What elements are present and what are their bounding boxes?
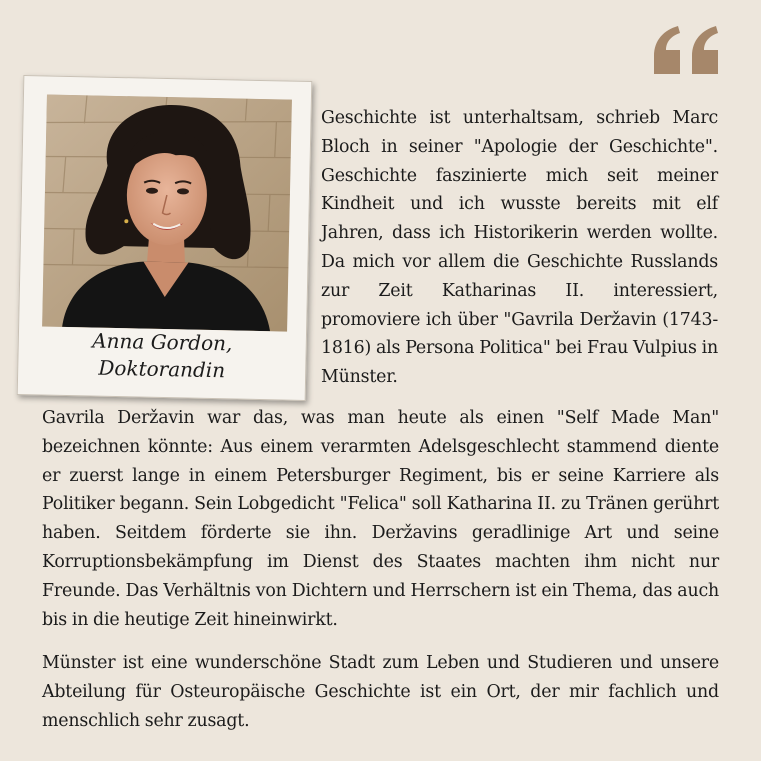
caption-name: Anna Gordon,: [92, 328, 233, 356]
quotation-mark-icon: [650, 22, 720, 78]
body-paragraph-muenster: Münster ist eine wunderschöne Stadt zum Leben und Studieren und unsere Abteilung für Osteuropäische Geschichte ist ein Ort, der mir fachlich und menschlich sehr zusagt.: [42, 653, 719, 731]
portrait-image: [42, 95, 292, 332]
portrait-caption: [18, 326, 306, 386]
intro-paragraph: Geschichte ist unterhaltsam, schrieb Marc Bloch in seiner "Apologie der Geschichte". Geschichte faszinierte mich seit meiner Kindheit und ich wusste bereits mit elf Jahren, dass ich Historikerin werden wollte. Da mich vor allem die Geschichte Russlands zur Zeit Katharinas II. interessiert, promoviere ich über "Gavrila Deržavin (1743-1816) als Persona Politica" bei Frau Vulpius in Münster.: [321, 108, 718, 388]
caption-role: Doktorandin: [98, 355, 226, 383]
polaroid-frame: [17, 75, 313, 401]
body-paragraph-derzhavin: Gavrila Deržavin war das, was man heute als einen "Self Made Man" bezeichnen könnte: Aus einem verarmten Adelsgeschlecht stammend diente er zuerst lange in einem Petersburger Regiment, bis er seine Karriere als Politiker begann. Sein Lobgedicht "Felica" soll Katharina II. zu Tränen gerührt haben. Seitdem förderte sie ihn. Deržavins geradlinige Art und seine Korruptionsbekämpfung im Dienst des Staates machten ihm nicht nur Freunde. Das Verhältnis von Dichtern und Herrschern ist ein Thema, das auch bis in die heutige Zeit hineinwirkt.: [42, 408, 719, 630]
portrait-photo: [42, 95, 292, 332]
